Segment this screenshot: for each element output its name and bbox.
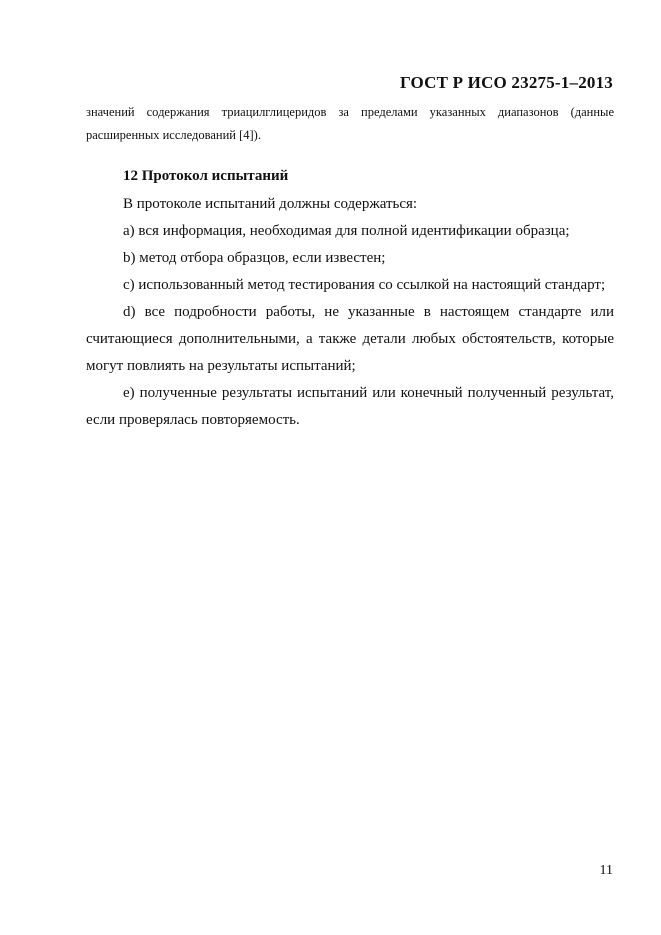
- section-title: 12 Протокол испытаний: [123, 168, 289, 184]
- continued-text: [86, 101, 614, 147]
- section-intro: В протоколе испытаний должны содержаться:: [123, 196, 418, 212]
- section-body: [86, 191, 614, 434]
- list-item-e: e) полученные результаты испытаний или конечный полученный результат, если проверялась повторяемость.: [86, 385, 614, 428]
- list-item-a: а) вся информация, необходимая для полной идентификации образца;: [123, 223, 570, 239]
- document-code-header: ГОСТ Р ИСО 23275-1–2013: [399, 73, 613, 92]
- continued-text-line-2: расширенных исследований [4]).: [86, 128, 261, 142]
- continued-text-line-1: значений содержания триацилглицеридов за пределами указанных диапазонов (данные: [86, 105, 614, 119]
- list-item-b: b) метод отбора образцов, если известен;: [123, 250, 386, 266]
- page-number: 11: [599, 863, 613, 878]
- list-item-d: d) все подробности работы, не указанные в настоящем стандарте или считающиеся дополнительными, а также детали любых обстоятельств, которые могут повлиять на результаты испытаний;: [86, 304, 614, 374]
- list-item-c: c) использованный метод тестирования со ссылкой на настоящий стандарт;: [123, 277, 606, 293]
